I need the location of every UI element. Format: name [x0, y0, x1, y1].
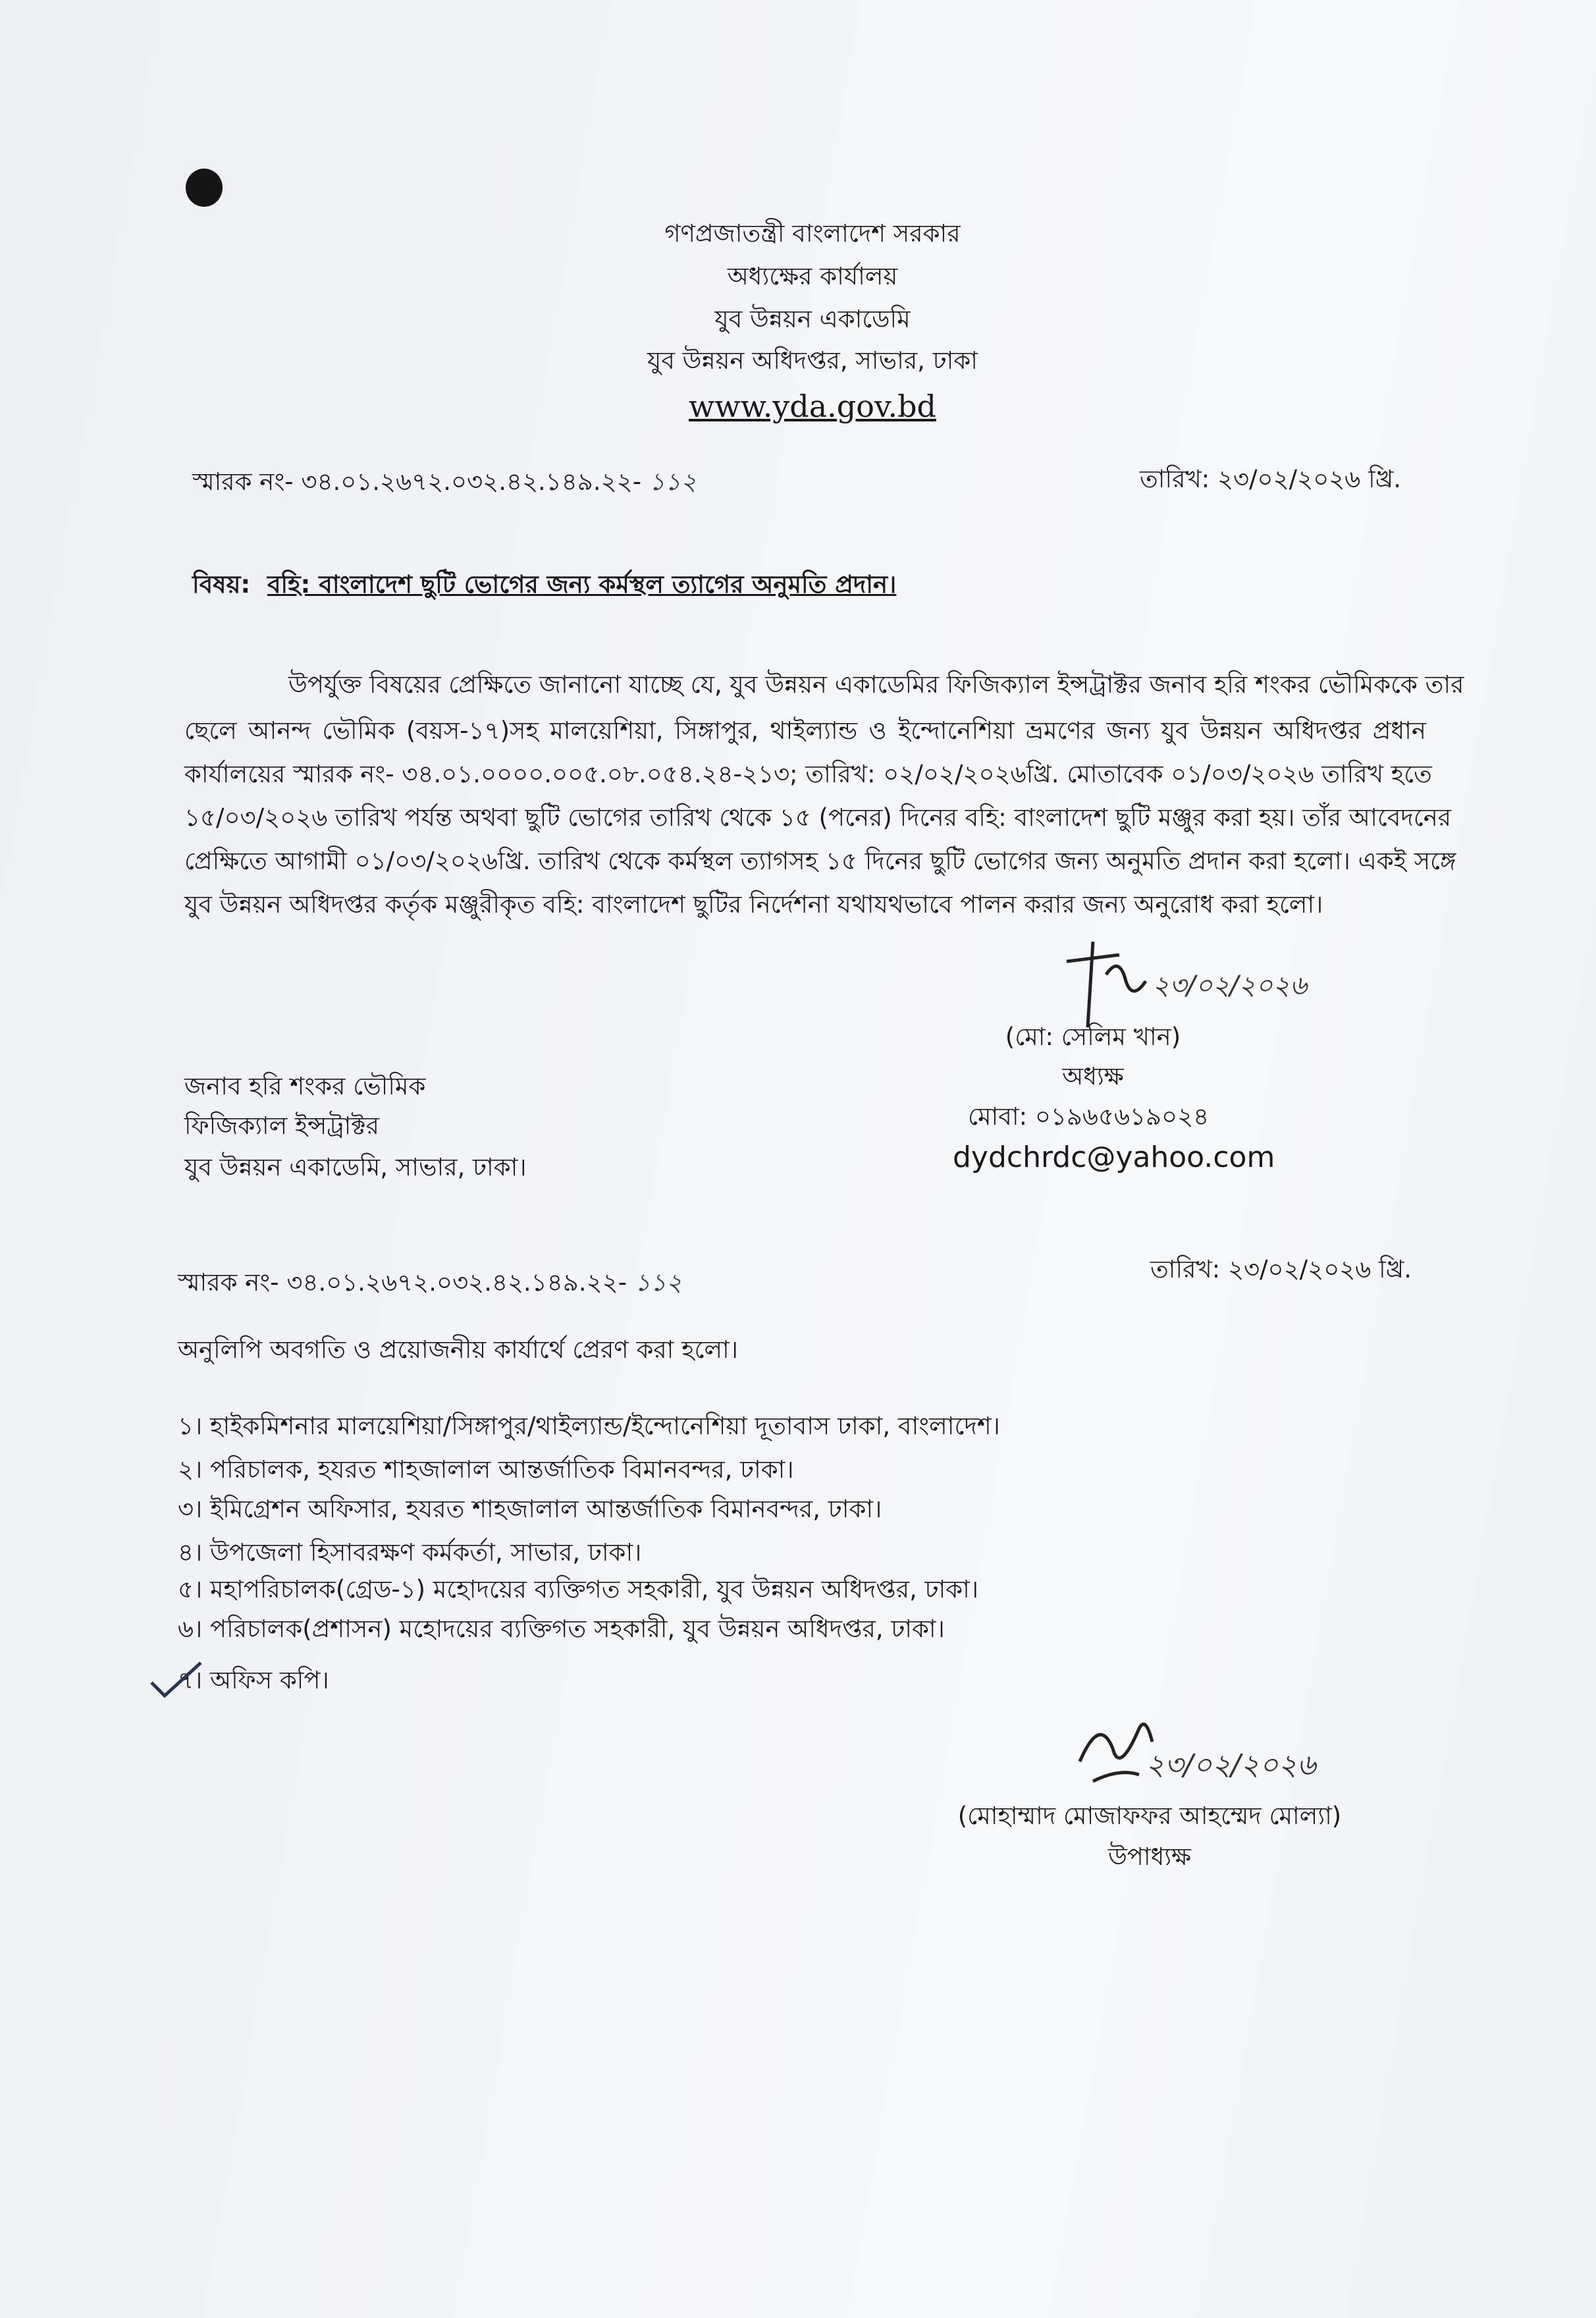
principal-signature-date: ২৩/০২/২০২৬ [1152, 971, 1308, 1001]
addressee-office: যুব উন্নয়ন একাডেমি, সাভার, ঢাকা। [184, 1153, 527, 1181]
tick-mark-icon [148, 1659, 207, 1706]
addressee-name: জনাব হরি শংকর ভৌমিক [184, 1072, 426, 1100]
body-line: উপর্যুক্ত বিষয়ের প্রেক্ষিতে জানানো যাচ্ছে যে, যুব উন্নয়ন একাডেমির ফিজিক্যাল ইন্সট্রাক্টর জনাব হরি শংকর ভৌমিককে তার [288, 670, 1464, 699]
copy-list-item: ৪। উপজেলা হিসাবরক্ষণ কর্মকর্তা, সাভার, ঢাকা। [178, 1538, 642, 1567]
website-link[interactable]: www.yda.gov.bd [689, 389, 936, 424]
copy-list-item: ৬। পরিচালক(প্রশাসন) মহোদয়ের ব্যক্তিগত সহকারী, যুব উন্নয়ন অধিদপ্তর, ঢাকা। [178, 1615, 945, 1643]
addressee-designation: ফিজিক্যাল ইন্সট্রাক্টর [184, 1112, 380, 1140]
subject-line [192, 572, 896, 599]
memo-number-text: স্মারক নং- ৩৪.০১.২৬৭২.০৩২.৪২.১৪৯.২২- [192, 468, 642, 496]
principal-title: অধ্যক্ষ [1062, 1062, 1124, 1091]
copy-list-item: ৭। অফিস কপি। [178, 1666, 329, 1694]
header-line-1: গণপ্রজাতন্ত্রী বাংলাদেশ সরকার [664, 219, 961, 248]
body-line: কার্যালয়ের স্মারক নং- ৩৪.০১.০০০০.০০৫.০৮.০৫৪.২৪-২১৩; তারিখ: ০২/০২/২০২৬খ্রি. মোতাবেক ০১/০৩/২০২৬ তারিখ হতে [184, 760, 1432, 788]
memo2-date: তারিখ: ২৩/০২/২০২৬ খ্রি. [1150, 1255, 1412, 1283]
punch-hole [186, 169, 223, 207]
copy-list-item: ২। পরিচালক, হযরত শাহজালাল আন্তর্জাতিক বিমানবন্দর, ঢাকা। [178, 1455, 794, 1484]
copy-list-item: ১। হাইকমিশনার মালয়েশিয়া/সিঙ্গাপুর/থাইল্যান্ড/ইন্দোনেশিয়া দূতাবাস ঢাকা, বাংলাদেশ। [178, 1412, 1000, 1440]
body-line: ১৫/০৩/২০২৬ তারিখ পর্যন্ত অথবা ছুটি ভোগের তারিখ থেকে ১৫ (পনের) দিনের বহি: বাংলাদেশ ছুটি মঞ্জুর করা হয়। তাঁর আবেদনের [184, 803, 1452, 832]
principal-mobile: মোবা: ০১৯৬৫৬১৯০২৪ [968, 1102, 1210, 1131]
principal-signature [1047, 935, 1337, 1034]
vice-principal-signature [1067, 1709, 1343, 1808]
header-line-4: যুব উন্নয়ন অধিদপ্তর, সাভার, ঢাকা [647, 346, 978, 375]
copy-list-item: ৫। মহাপরিচালক(গ্রেড-১) মহোদয়ের ব্যক্তিগত সহকারী, যুব উন্নয়ন অধিদপ্তর, ঢাকা। [178, 1575, 979, 1604]
subject-label: বিষয়: [192, 570, 251, 599]
header-line-3: যুব উন্নয়ন একাডেমি [714, 305, 911, 333]
vice-principal-signature-date: ২৩/০২/২০২৬ [1146, 1748, 1316, 1782]
subject-text: বহি: বাংলাদেশ ছুটি ভোগের জন্য কর্মস্থল ত্যাগের অনুমতি প্রদান। [267, 570, 897, 599]
vice-principal-name: (মোহাম্মাদ মোজাফফর আহম্মেদ মোল্যা) [957, 1802, 1342, 1830]
principal-email[interactable]: dydchrdc@yahoo.com [953, 1141, 1275, 1174]
principal-name: (মো: সেলিম খান) [1005, 1023, 1181, 1051]
memo2-number-text: স্মারক নং- ৩৪.০১.২৬৭২.০৩২.৪২.১৪৯.২২- [178, 1268, 627, 1297]
memo-date: তারিখ: ২৩/০২/২০২৬ খ্রি. [1140, 465, 1401, 493]
copy-list-item: ৩। ইমিগ্রেশন অফিসার, হযরত শাহজালাল আন্তর্জাতিক বিমানবন্দর, ঢাকা। [178, 1495, 882, 1523]
copy-intro: অনুলিপি অবগতি ও প্রয়োজনীয় কার্যার্থে প্রেরণ করা হলো। [178, 1335, 739, 1364]
memo-number [192, 469, 697, 496]
body-line: যুব উন্নয়ন অধিদপ্তর কর্তৃক মঞ্জুরীকৃত বহি: বাংলাদেশ ছুটির নির্দেশনা যথাযথভাবে পালন করার জন্য অনুরোধ করা হলো। [184, 890, 1323, 919]
memo2-number [178, 1270, 682, 1297]
vice-principal-title: উপাধ্যক্ষ [1107, 1843, 1192, 1871]
memo-handwritten-number: ১১২ [649, 468, 697, 496]
body-line: প্রেক্ষিতে আগামী ০১/০৩/২০২৬খ্রি. তারিখ থেকে কর্মস্থল ত্যাগসহ ১৫ দিনের ছুটি ভোগের জন্য অনুমতি প্রদান করা হলো। একই সঙ্গে [184, 847, 1456, 875]
body-line: ছেলে আনন্দ ভৌমিক (বয়স-১৭)সহ মালয়েশিয়া, সিঙ্গাপুর, থাইল্যান্ড ও ইন্দোনেশিয়া ভ্রমণের জন্য যুব উন্নয়ন অধিদপ্তর প্রধান [184, 716, 1426, 745]
memo2-handwritten-number: ১১২ [634, 1268, 682, 1297]
header-line-2: অধ্যক্ষের কার্যালয় [727, 262, 898, 290]
